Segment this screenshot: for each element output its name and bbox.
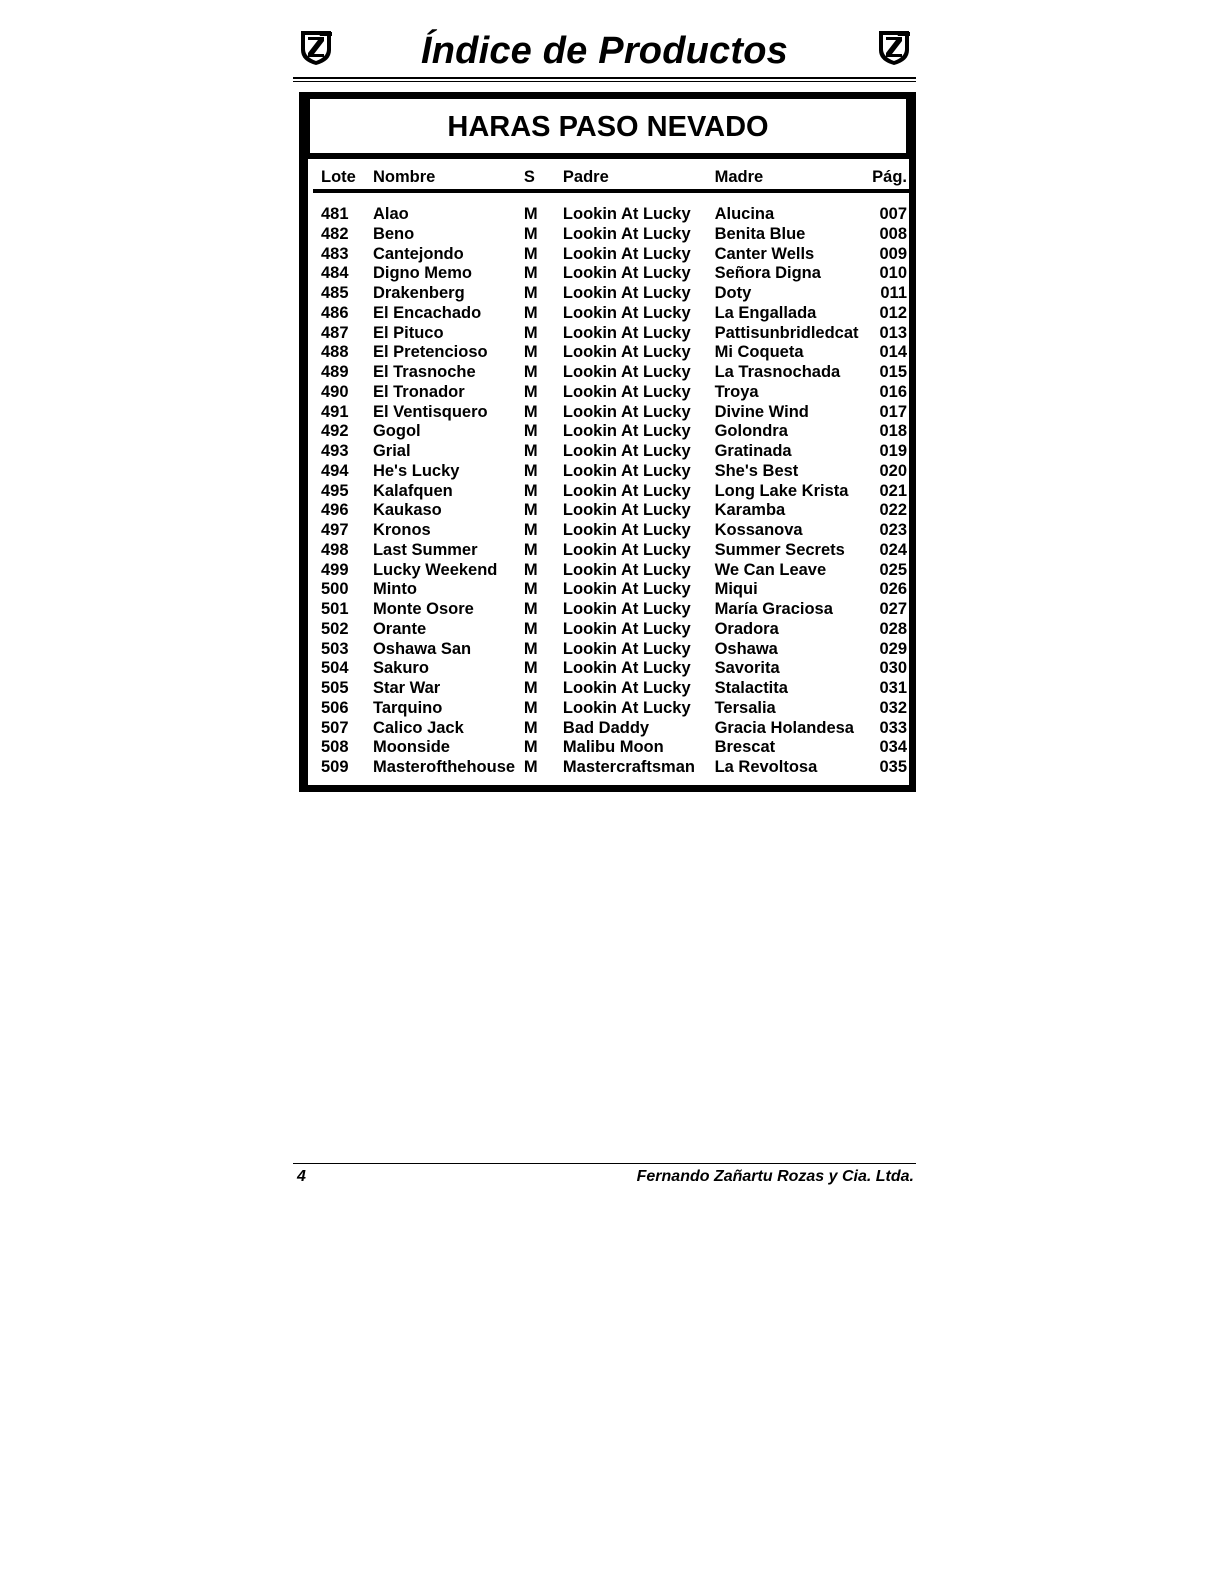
- cell-pagina: 015: [879, 363, 907, 381]
- cell-nombre: Digno Memo: [372, 264, 472, 283]
- cell-padre: Lookin At Lucky: [562, 205, 691, 223]
- cell-nombre: Masterofthehouse: [372, 758, 516, 776]
- index-box: [299, 92, 916, 792]
- cell-pagina: 007: [879, 205, 907, 223]
- cell-pagina: 022: [879, 501, 907, 520]
- cell-madre: Alucina: [714, 205, 775, 223]
- cell-lote: 509: [321, 758, 349, 776]
- cell-madre: La Engallada: [714, 303, 817, 322]
- cell-madre: Gratinada: [714, 442, 792, 460]
- cell-madre: Pattisunbridledcat: [714, 323, 859, 342]
- cell-madre: Oshawa: [714, 639, 778, 658]
- cell-padre: Lookin At Lucky: [562, 698, 691, 717]
- section-title-box: [308, 99, 909, 159]
- cell-pagina: 011: [880, 284, 907, 302]
- cell-madre: We Can Leave: [714, 560, 827, 579]
- cell-sexo: M: [523, 521, 538, 539]
- table-row: [313, 264, 909, 284]
- cell-padre: Lookin At Lucky: [562, 382, 691, 401]
- cell-pagina: 025: [879, 560, 907, 579]
- cell-madre: Brescat: [714, 738, 776, 757]
- cell-sexo: M: [523, 205, 538, 223]
- cell-lote: 505: [321, 679, 349, 697]
- cell-padre: Lookin At Lucky: [562, 363, 691, 381]
- cell-padre: Lookin At Lucky: [562, 600, 691, 618]
- cell-sexo: M: [523, 402, 538, 421]
- table-row: [313, 324, 909, 344]
- cell-sexo: M: [523, 481, 538, 500]
- cell-madre: Canter Wells: [714, 244, 815, 263]
- cell-madre: Doty: [714, 284, 752, 302]
- cell-padre: Bad Daddy: [562, 718, 650, 737]
- cell-pagina: 027: [879, 600, 907, 618]
- table-row: [313, 482, 909, 502]
- table-row: [313, 758, 909, 778]
- cell-nombre: El Ventisquero: [372, 402, 488, 421]
- cell-pagina: 023: [879, 521, 907, 539]
- cell-padre: Lookin At Lucky: [562, 540, 691, 559]
- cell-madre: Summer Secrets: [714, 540, 845, 559]
- table-row: [313, 422, 909, 442]
- cell-pagina: 026: [879, 580, 907, 599]
- cell-padre: Lookin At Lucky: [562, 284, 691, 302]
- cell-nombre: El Pituco: [372, 323, 444, 342]
- cell-nombre: Kaukaso: [372, 501, 442, 520]
- cell-nombre: Grial: [372, 442, 411, 460]
- cell-madre: La Revoltosa: [714, 758, 818, 776]
- cell-padre: Lookin At Lucky: [562, 323, 691, 342]
- cell-lote: 491: [321, 402, 349, 421]
- cell-lote: 500: [321, 580, 349, 599]
- index-table: [313, 165, 909, 778]
- table-row: [313, 521, 909, 541]
- cell-sexo: M: [523, 698, 538, 717]
- cell-sexo: M: [523, 580, 538, 599]
- cell-pagina: 018: [879, 422, 907, 441]
- table-row: [313, 659, 909, 679]
- cell-padre: Lookin At Lucky: [562, 303, 691, 322]
- cell-pagina: 031: [879, 679, 907, 697]
- cell-madre: Savorita: [714, 659, 780, 678]
- cell-nombre: Calico Jack: [372, 718, 464, 737]
- box-left-accent: [299, 99, 308, 785]
- cell-sexo: M: [523, 679, 538, 697]
- header-rule-thin: [293, 81, 916, 82]
- col-header-madre: Madre: [715, 165, 870, 191]
- cell-madre: Stalactita: [714, 679, 788, 697]
- table-row: [313, 284, 909, 304]
- cell-lote: 499: [321, 560, 349, 579]
- cell-lote: 492: [321, 422, 349, 441]
- cell-sexo: M: [523, 244, 538, 263]
- cell-nombre: Last Summer: [372, 540, 478, 559]
- cell-lote: 484: [321, 264, 349, 283]
- cell-padre: Lookin At Lucky: [562, 679, 691, 697]
- cell-pagina: 009: [879, 244, 907, 263]
- table-row: [313, 225, 909, 245]
- cell-pagina: 012: [879, 303, 907, 322]
- cell-padre: Lookin At Lucky: [562, 619, 691, 638]
- cell-nombre: Tarquino: [372, 698, 443, 717]
- cell-madre: Kossanova: [714, 521, 803, 539]
- cell-lote: 497: [321, 521, 349, 539]
- cell-lote: 490: [321, 382, 349, 401]
- cell-pagina: 020: [879, 461, 907, 480]
- cell-sexo: M: [523, 323, 538, 342]
- cell-pagina: 021: [879, 481, 907, 500]
- table-row: [313, 541, 909, 561]
- table-row: [313, 304, 909, 324]
- cell-padre: Lookin At Lucky: [562, 461, 691, 480]
- table-spacer-row: [313, 191, 909, 205]
- table-row: [313, 501, 909, 521]
- cell-nombre: Alao: [372, 205, 409, 223]
- cell-sexo: M: [523, 461, 538, 480]
- cell-madre: Karamba: [714, 501, 786, 520]
- cell-sexo: M: [523, 738, 538, 757]
- cell-padre: Mastercraftsman: [562, 758, 695, 776]
- cell-pagina: 030: [879, 659, 907, 678]
- col-header-sexo: S: [524, 165, 563, 191]
- cell-lote: 501: [321, 600, 349, 618]
- cell-lote: 489: [321, 363, 349, 381]
- cell-padre: Lookin At Lucky: [562, 521, 691, 539]
- cell-lote: 481: [321, 205, 349, 223]
- cell-madre: Señora Digna: [714, 264, 821, 283]
- cell-nombre: El Tronador: [372, 382, 465, 401]
- cell-pagina: 008: [879, 224, 907, 243]
- table-row: [313, 403, 909, 423]
- cell-nombre: El Encachado: [372, 303, 482, 322]
- table-row: [313, 383, 909, 403]
- table-row: [313, 343, 909, 363]
- cell-sexo: M: [523, 659, 538, 678]
- cell-padre: Malibu Moon: [562, 738, 664, 757]
- cell-sexo: M: [523, 600, 538, 618]
- cell-pagina: 017: [879, 402, 907, 421]
- cell-lote: 486: [321, 303, 349, 322]
- cell-lote: 498: [321, 540, 349, 559]
- cell-madre: Mi Coqueta: [714, 343, 804, 362]
- footer-company: Fernando Zañartu Rozas y Cia. Ltda.: [636, 1168, 914, 1185]
- cell-madre: La Trasnochada: [714, 363, 841, 381]
- cell-nombre: Cantejondo: [372, 244, 464, 263]
- cell-sexo: M: [523, 382, 538, 401]
- cell-pagina: 035: [879, 758, 907, 776]
- cell-sexo: M: [523, 363, 538, 381]
- cell-madre: Divine Wind: [714, 402, 809, 421]
- cell-nombre: El Pretencioso: [372, 343, 488, 362]
- table-header-row: [313, 165, 909, 191]
- cell-nombre: Oshawa San: [372, 639, 472, 658]
- cell-padre: Lookin At Lucky: [562, 244, 691, 263]
- table-row: [313, 245, 909, 265]
- cell-padre: Lookin At Lucky: [562, 639, 691, 658]
- table-row: [313, 600, 909, 620]
- cell-lote: 507: [321, 718, 349, 737]
- cell-pagina: 033: [879, 718, 907, 737]
- cell-lote: 485: [321, 284, 349, 302]
- cell-pagina: 016: [879, 382, 907, 401]
- cell-lote: 483: [321, 244, 349, 263]
- cell-sexo: M: [523, 560, 538, 579]
- cell-madre: Oradora: [714, 619, 779, 638]
- cell-sexo: M: [523, 343, 538, 362]
- cell-sexo: M: [523, 284, 538, 302]
- table-row: [313, 561, 909, 581]
- cell-sexo: M: [523, 224, 538, 243]
- cell-lote: 493: [321, 442, 349, 460]
- cell-pagina: 019: [879, 442, 907, 460]
- cell-nombre: Drakenberg: [372, 284, 465, 302]
- cell-lote: 504: [321, 659, 349, 678]
- table-row: [313, 363, 909, 383]
- cell-pagina: 014: [879, 343, 907, 362]
- cell-sexo: M: [523, 422, 538, 441]
- cell-nombre: Sakuro: [372, 659, 429, 678]
- table-body: [313, 191, 909, 778]
- cell-padre: Lookin At Lucky: [562, 501, 691, 520]
- cell-padre: Lookin At Lucky: [562, 343, 691, 362]
- footer-rule: [293, 1163, 916, 1164]
- cell-madre: Miqui: [714, 580, 758, 599]
- cell-pagina: 010: [879, 264, 907, 283]
- cell-padre: Lookin At Lucky: [562, 422, 691, 441]
- table-row: [313, 719, 909, 739]
- cell-padre: Lookin At Lucky: [562, 224, 691, 243]
- table-row: [313, 620, 909, 640]
- cell-padre: Lookin At Lucky: [562, 264, 691, 283]
- cell-nombre: Moonside: [372, 738, 450, 757]
- cell-padre: Lookin At Lucky: [562, 560, 691, 579]
- cell-nombre: He's Lucky: [372, 461, 460, 480]
- cell-lote: 488: [321, 343, 349, 362]
- cell-pagina: 028: [879, 619, 907, 638]
- cell-sexo: M: [523, 540, 538, 559]
- table-row: [313, 738, 909, 758]
- cell-nombre: Beno: [372, 224, 415, 243]
- cell-nombre: Minto: [372, 580, 417, 599]
- cell-lote: 495: [321, 481, 349, 500]
- table-row: [313, 442, 909, 462]
- table-row: [313, 679, 909, 699]
- cell-nombre: Gogol: [372, 422, 421, 441]
- cell-madre: Benita Blue: [714, 224, 806, 243]
- page-title: Índice de Productos: [421, 30, 788, 72]
- cell-pagina: 029: [879, 639, 907, 658]
- cell-sexo: M: [523, 619, 538, 638]
- col-header-pagina: Pág.: [869, 165, 909, 191]
- cell-lote: 482: [321, 224, 349, 243]
- cell-padre: Lookin At Lucky: [562, 659, 691, 678]
- cell-nombre: Orante: [372, 619, 427, 638]
- table-row: [313, 699, 909, 719]
- table-row: [313, 205, 909, 225]
- cell-lote: 502: [321, 619, 349, 638]
- cell-pagina: 024: [879, 540, 907, 559]
- cell-pagina: 032: [879, 698, 907, 717]
- cell-madre: Gracia Holandesa: [714, 718, 854, 737]
- table-row: [313, 462, 909, 482]
- cell-padre: Lookin At Lucky: [562, 580, 691, 599]
- cell-nombre: Star War: [372, 679, 441, 697]
- cell-lote: 487: [321, 323, 349, 342]
- footer-page-number: 4: [297, 1168, 306, 1185]
- cell-madre: Golondra: [714, 422, 788, 441]
- cell-sexo: M: [523, 718, 538, 737]
- col-header-padre: Padre: [563, 165, 715, 191]
- cell-padre: Lookin At Lucky: [562, 442, 691, 460]
- cell-madre: She's Best: [714, 461, 799, 480]
- cell-lote: 508: [321, 738, 349, 757]
- cell-nombre: Lucky Weekend: [372, 560, 498, 579]
- cell-sexo: M: [523, 264, 538, 283]
- page-header: [293, 24, 916, 80]
- col-header-nombre: Nombre: [373, 165, 524, 191]
- cell-madre: Long Lake Krista: [714, 481, 849, 500]
- cell-sexo: M: [523, 501, 538, 520]
- table-row: [313, 640, 909, 660]
- col-header-lote: Lote: [313, 165, 373, 191]
- cell-padre: Lookin At Lucky: [562, 481, 691, 500]
- cell-madre: Tersalia: [714, 698, 776, 717]
- cell-madre: Troya: [714, 382, 759, 401]
- cell-sexo: M: [523, 303, 538, 322]
- section-title: HARAS PASO NEVADO: [447, 111, 769, 143]
- cell-pagina: 034: [879, 738, 907, 757]
- horseshoe-shield-logo-icon: [876, 28, 912, 66]
- cell-nombre: Monte Osore: [372, 600, 474, 618]
- cell-sexo: M: [523, 639, 538, 658]
- cell-madre: María Graciosa: [714, 600, 833, 618]
- cell-lote: 503: [321, 639, 349, 658]
- cell-sexo: M: [523, 442, 538, 460]
- cell-lote: 496: [321, 501, 349, 520]
- cell-padre: Lookin At Lucky: [562, 402, 691, 421]
- cell-nombre: Kronos: [372, 521, 431, 539]
- cell-lote: 494: [321, 461, 349, 480]
- cell-sexo: M: [523, 758, 538, 776]
- header-rule: [293, 77, 916, 79]
- cell-nombre: El Trasnoche: [372, 363, 476, 381]
- cell-pagina: 013: [879, 323, 907, 342]
- table-row: [313, 580, 909, 600]
- cell-nombre: Kalafquen: [372, 481, 453, 500]
- cell-lote: 506: [321, 698, 349, 717]
